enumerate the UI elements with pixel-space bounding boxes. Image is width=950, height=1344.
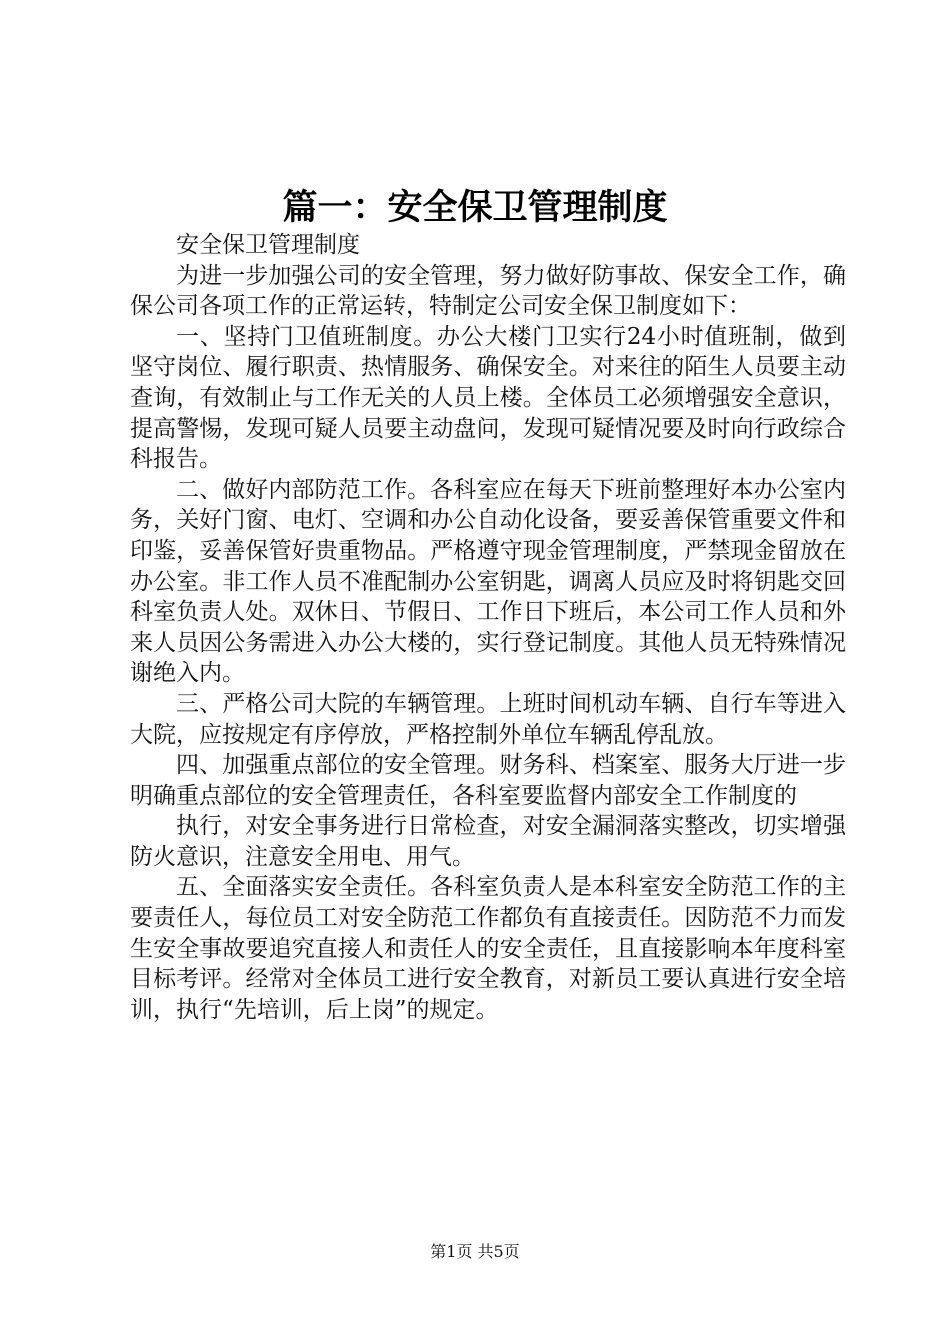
paragraph-section-3: 三、严格公司大院的车辆管理。上班时间机动车辆、自行车等进入大院，应按规定有序停放，严格控制外单位车辆乱停乱放。 <box>130 690 846 748</box>
paragraph-section-2: 二、做好内部防范工作。各科室应在每天下班前整理好本办公室内务，关好门窗、电灯、空调和办公自动化设备，要妥善保管重要文件和印鉴，妥善保管好贵重物品。严格遵守现金管理制度，严禁现金留放在办公室。非工作人员不准配制办公室钥匙，调离人员应及时将钥匙交回科室负责人处。双休日、节假日、工作日下班后，本公司工作人员和外来人员因公务需进入办公大楼的，实行登记制度。其他人员无特殊情况谢绝入内。 <box>130 476 846 687</box>
page-footer: 第1页 共5页 <box>430 1242 520 1261</box>
paragraph-section-1: 一、坚持门卫值班制度。办公大楼门卫实行24小时值班制，做到坚守岗位、履行职责、热情服务、确保安全。对来往的陌生人员要主动查询，有效制止与工作无关的人员上楼。全体员工必须增强安全意识，提高警惕，发现可疑人员要主动盘问，发现可疑情况要及时向行政综合科报告。 <box>130 323 846 473</box>
document-body <box>130 230 846 1025</box>
paragraph-section-4-continued: 执行，对安全事务进行日常检查，对安全漏洞落实整改，切实增强防火意识，注意安全用电、用气。 <box>130 813 846 870</box>
document-title: 篇一：安全保卫管理制度 <box>282 188 668 228</box>
paragraph-intro: 为进一步加强公司的安全管理，努力做好防事故、保安全工作，确保公司各项工作的正常运转，特制定公司安全保卫制度如下： <box>130 262 846 320</box>
paragraph-section-4: 四、加强重点部位的安全管理。财务科、档案室、服务大厅进一步明确重点部位的安全管理责任，各科室要监督内部安全工作制度的 <box>130 752 846 809</box>
paragraph-subtitle: 安全保卫管理制度 <box>176 232 360 258</box>
paragraph-section-5: 五、全面落实安全责任。各科室负责人是本科室安全防范工作的主要责任人，每位员工对安全防范工作都负有直接责任。因防范不力而发生安全事故要追究直接人和责任人的安全责任，且直接影响本年度科室目标考评。经常对全体员工进行安全教育，对新员工要认真进行安全培训，执行“先培训，后上岗”的规定。 <box>130 874 846 1023</box>
